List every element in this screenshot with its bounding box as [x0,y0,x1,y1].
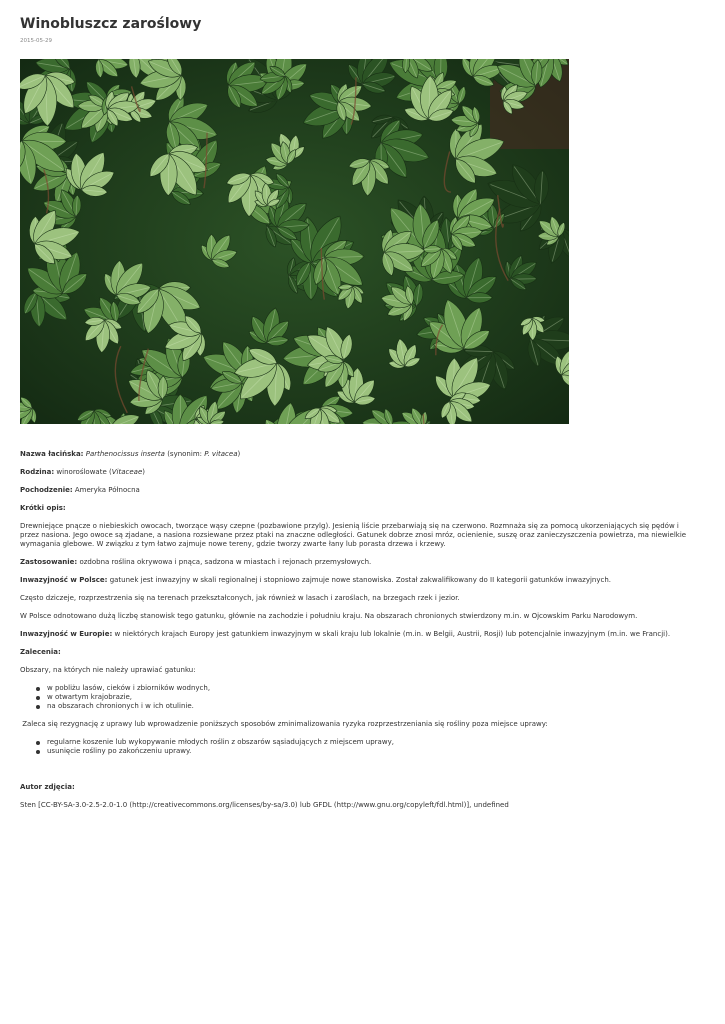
synonym-value: P. vitacea [204,450,238,458]
recommendations-label: Zalecenia: [20,648,61,656]
list-item: w pobliżu lasów, cieków i zbiorników wodnych, [47,684,700,693]
family-prefix: winoroślowate ( [54,468,112,476]
list-item: w otwartym krajobrazie, [47,693,700,702]
paragraph-habitats: Często dziczeje, rozprzestrzenia się na terenach przekształconych, jak również w lasach i zaroślach, na brzegach rzek i jezior. [20,594,460,602]
list-item: na obszarach chronionych i w ich otulinie. [47,702,700,711]
invasive-pl-value: gatunek jest inwazyjny w skali regionalnej i stopniowo zajmuje nowe stanowiska. Został zakwalifikowany do II kategorii gatunków inwazyjnych. [107,576,612,584]
page-title: Winobluszcz zaroślowy [20,16,202,32]
list-item: usunięcie rośliny po zakończeniu uprawy. [47,747,700,756]
paragraph-distribution: W Polsce odnotowano dużą liczbę stanowisk tego gatunku, głównie na zachodzie i południu kraju. Na obszarach chronionych stwierdzony m.in. w Ojcowskim Parku Narodowym. [20,612,638,620]
usage-value: ozdobna roślina okrywowa i pnąca, sadzona w miastach i rejonach przemysłowych. [77,558,372,566]
photo-credit-heading [20,783,700,792]
usage-row [20,558,700,567]
spacer [20,765,700,783]
invasive-eu-label: Inwazyjność w Europie: [20,630,113,638]
invasive-pl-label: Inwazyjność w Polsce: [20,576,108,584]
family-suffix: ) [142,468,145,476]
short-desc-heading [20,504,700,513]
origin-row [20,486,700,495]
article-body [20,450,700,819]
publish-date: 2015-05-29 [20,38,52,44]
short-desc-text: Drewniejące pnącze o niebieskich owocach, tworzące wąsy czepne (pozbawione przylg). Jesienią liście przebarwiają się na czerwono. Rozmnaża się za pomocą ukorzeniających się pędów i przez nasiona. Jego owoce są zjadane, a nasiona rozsiewane przez ptaki na znaczne odległości. Gatunek dobrze znosi mróz, ocienienie, suszę oraz zanieczyszczenia powietrza, ma niewielkie wymagania glebowe. W związku z tym łatwo zajmuje nowe tereny, gdzie tworzy zwarte łany lub porasta drzewa i krzewy. [20,522,687,548]
origin-value: Ameryka Północna [72,486,140,494]
list-item: regularne koszenie lub wykopywanie młodych roślin z obszarów sąsiadujących z miejscem uprawy, [47,738,700,747]
synonym-suffix: ) [237,450,241,458]
plant-photo [20,59,569,424]
short-desc-label: Krótki opis: [20,504,66,512]
leaves-illustration [20,59,569,424]
usage-label: Zastosowanie: [20,558,78,566]
family-latin: Vitaceae [111,468,143,476]
invasive-pl-row [20,576,700,585]
areas-intro: Obszary, na których nie należy uprawiać gatunku: [20,666,196,674]
origin-label: Pochodzenie: [20,486,73,494]
methods-intro: Zaleca się rezygnację z uprawy lub wprowadzenie poniższych sposobów zminimalizowania ryzyka rozprzestrzeniania się rośliny poza miejsce uprawy: [20,720,548,728]
latin-name-row [20,450,700,459]
photo-credit-text: Sten [CC-BY-SA-3.0-2.5-2.0-1.0 (http://creativecommons.org/licenses/by-sa/3.0) lub GFDL (http://www.gnu.org/copyleft/fdl.html)], undefined [20,801,509,809]
invasive-eu-value: w niektórych krajach Europy jest gatunkiem inwazyjnym w skali kraju lub lokalnie (m.in. w Belgii, Austrii, Rosji) lub potencjalnie inwazyjnym (m.in. we Francji). [112,630,671,638]
synonym-prefix: (synonim: [164,450,205,458]
photo-credit-label: Autor zdjęcia: [20,783,75,791]
invasive-eu-row [20,630,700,639]
family-row [20,468,700,477]
recommendations-heading [20,648,700,657]
latin-name-value: Parthenocissus inserta [85,450,165,458]
family-label: Rodzina: [20,468,55,476]
areas-list [20,684,700,711]
methods-list [20,738,700,756]
latin-name-label: Nazwa łacińska: [20,450,84,458]
